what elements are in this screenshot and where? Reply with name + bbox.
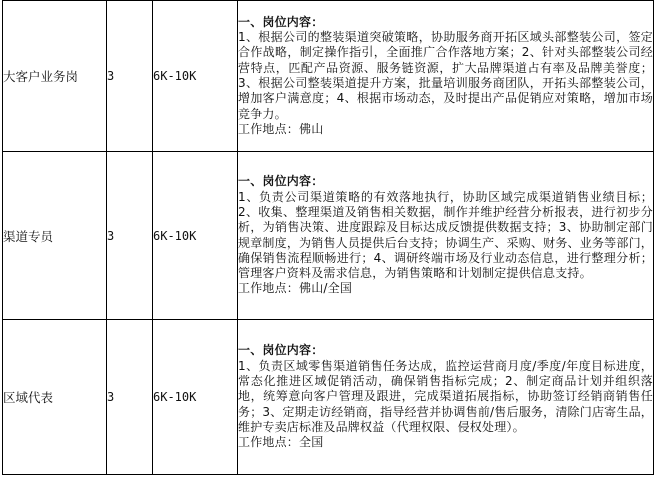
headcount: 3	[107, 1, 153, 152]
job-duties: 1、负责区域零售渠道销售任务达成，监控运营商月度/季度/年度目标进度，常态化推进区域促销活动，确保销售指标完成；2、制定商品计划并组织落地，统筹意向客户管理及跟进，完成渠道拓展指标，协助签订经销商销售任务；3、定期走访经销商，指导经营并协调售前/售后服务，清除门店寄生品，维护专卖店标准及品牌权益（代理权限、侵权处理）。	[238, 358, 653, 434]
job-description-cell	[238, 320, 654, 475]
work-location: 工作地点：佛山	[238, 121, 324, 136]
salary-range: 6K-10K	[153, 1, 238, 152]
job-title: 大客户业务岗	[3, 1, 107, 152]
headcount: 3	[107, 320, 153, 475]
job-duties: 1、负责公司渠道策略的有效落地执行，协助区域完成渠道销售业绩目标；2、收集、整理渠道及销售相关数据，制作并维护经营分析报表，进行初步分析，为销售决策、进度跟踪及目标达成反馈提供数据支持；3、协助制定部门规章制度，为销售人员提供后台支持；协调生产、采购、财务、业务等部门，确保销售流程顺畅进行；4、调研终端市场及行业动态信息，进行整理分析；管理客户资料及需求信息，为销售策略和计划制定提供信息支持。	[238, 189, 653, 281]
job-listings-table	[2, 0, 654, 475]
job-duties: 1、根据公司的整装渠道突破策略，协助服务商开拓区域头部整装公司，签定合作战略，制定操作指引，全面推广合作落地方案；2、针对头部整装公司经营特点，匹配产品资源、服务链资源，扩大品牌渠道占有率及品牌美誉度；3、根据公司整装渠道提升方案，批量培训服务商团队，开拓头部整装公司，增加客户满意度；4、根据市场动态，及时提出产品促销应对策略，增加市场竞争力。	[238, 30, 653, 121]
salary-range: 6K-10K	[153, 152, 238, 320]
salary-range: 6K-10K	[153, 320, 238, 475]
section-heading: 一、岗位内容：	[238, 343, 324, 358]
work-location: 工作地点：全国	[238, 435, 324, 450]
work-location: 工作地点：佛山/全国	[238, 281, 353, 296]
table-row	[3, 1, 654, 152]
job-description-cell	[238, 1, 654, 152]
job-description-cell	[238, 152, 654, 320]
section-heading: 一、岗位内容：	[238, 174, 324, 189]
job-title: 渠道专员	[3, 152, 107, 320]
table-row	[3, 152, 654, 320]
section-heading: 一、岗位内容：	[238, 14, 324, 29]
table-row	[3, 320, 654, 475]
headcount: 3	[107, 152, 153, 320]
job-title: 区域代表	[3, 320, 107, 475]
